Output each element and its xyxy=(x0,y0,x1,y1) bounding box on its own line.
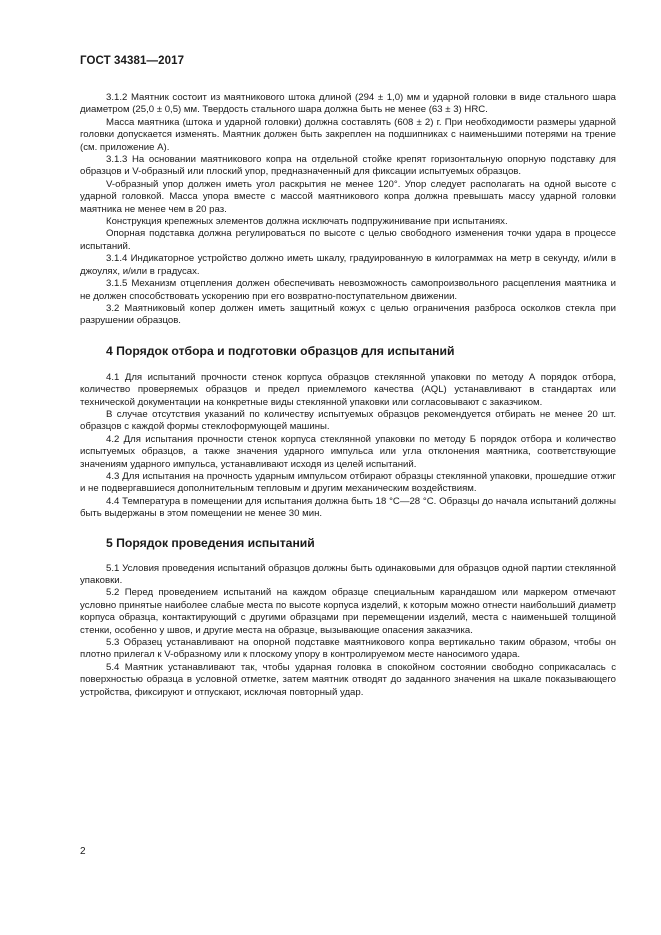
paragraph-sample-count: В случае отсутствия указаний по количеству испытуемых образцов рекомендуется отбирать не менее 20 шт. образцов с каждой формы стеклоформующей машины. xyxy=(80,408,616,433)
section-4-heading: 4 Порядок отбора и подготовки образцов для испытаний xyxy=(106,343,455,358)
document-body xyxy=(80,92,616,699)
paragraph-3-1-5: 3.1.5 Механизм отцепления должен обеспечивать невозможность самопроизвольного расцепления маятника и не должен способствовать ускорению при его возвратно-поступательном движении. xyxy=(80,278,616,302)
paragraph-pendulum-mass: Масса маятника (штока и ударной головки) должна составлять (608 ± 2) г. При необходимости размеры ударной головки допускается изменять. Маятник должен быть закреплен на подшипниках с наименьшими потерями на трение (см. приложение А). xyxy=(80,116,616,153)
section-5-heading: 5 Порядок проведения испытаний xyxy=(106,535,315,550)
paragraph-3-1-3: 3.1.3 На основании маятникового копра на отдельной стойке крепят горизонтальную опорную подставку для образцов и V-образный или плоский упор, предназначенный для фиксации испытуемых образцов. xyxy=(80,154,616,178)
paragraph-support-stand: Опорная подставка должна регулироваться по высоте с целью свободного изменения точки удара в процессе испытаний. xyxy=(80,228,616,252)
page-number: 2 xyxy=(80,846,86,857)
paragraph-fasteners: Конструкция крепежных элементов должна исключать подпружинивание при испытаниях. xyxy=(106,216,508,228)
paragraph-3-1-4: 3.1.4 Индикаторное устройство должно иметь шкалу, градуированную в килограммах на метр в секунду, и/или в джоулях, и/или в градусах. xyxy=(80,253,616,277)
paragraph-3-1-2: 3.1.2 Маятник состоит из маятникового штока длиной (294 ± 1,0) мм и ударной головки в виде стального шара диаметром (25,0 ± 0,5) мм. Твердость стального шара должна быть не менее (63 ± 3) HRC. xyxy=(80,92,616,116)
paragraph-4-3: 4.3 Для испытания на прочность ударным импульсом отбирают образцы стеклянной упаковки, прошедшие отжиг и не подвергавшиеся дополнительным тепловым и другим механическим воздействиям. xyxy=(80,470,616,495)
paragraph-4-1: 4.1 Для испытаний прочности стенок корпуса образцов стеклянной упаковки по методу А порядок отбора, количество проверяемых образцов и предел приемлемого качества (AQL) устанавливают в стандартах или технической документации на конкретные виды стеклянной упаковки или согласовывают с заказчиком. xyxy=(80,371,616,408)
paragraph-4-2: 4.2 Для испытания прочности стенок корпуса стеклянной упаковки по методу Б порядок отбора и количество испытуемых образцов, а также значения ударного импульса или угла отклонения маятника, соответствующие значениям ударного импульса, устанавливают исходя из целей испытаний. xyxy=(80,433,616,470)
paragraph-5-1: 5.1 Условия проведения испытаний образцов должны быть одинаковыми для образцов одной партии стеклянной упаковки. xyxy=(80,562,616,586)
paragraph-4-4: 4.4 Температура в помещении для испытания должна быть 18 °С—28 °С. Образцы до начала испытаний должны быть выдержаны в этом помещении не менее 30 мин. xyxy=(80,495,616,520)
page-header-title: ГОСТ 34381—2017 xyxy=(80,55,185,67)
paragraph-v-stop: V-образный упор должен иметь угол раскрытия не менее 120°. Упор следует располагать на одной высоте с ударной головкой. Масса упора вместе с массой маятникового копра должна превышать массу ударной головки маятника не менее чем в 20 раз. xyxy=(80,178,616,215)
paragraph-3-2: 3.2 Маятниковый копер должен иметь защитный кожух с целью ограничения разброса осколков стекла при разрушении образцов. xyxy=(80,302,616,327)
paragraph-5-3: 5.3 Образец устанавливают на опорной подставке маятникового копра вертикально таким образом, чтобы он плотно прилегал к V-образному или к плоскому упору в контролируемом месте наносимого удара. xyxy=(80,637,616,661)
paragraph-5-2: 5.2 Перед проведением испытаний на каждом образце специальным карандашом или маркером отмечают условно принятые наиболее слабые места по высоте корпуса изделий, к которым можно отнести наибольший диаметр корпуса образца, контактирующий с другими образцами при перемещении изделий, места с наименьшей толщиной стенки, особенно у швов, и другие места на образце, вызывающие опасения заказчика. xyxy=(80,587,616,636)
paragraph-5-4: 5.4 Маятник устанавливают так, чтобы ударная головка в спокойном состоянии свободно соприкасалась с поверхностью образца в условной отметке, затем маятник отводят до заданного значения на шкале показывающего устройства, фиксируют и отпускают, исключая повторный удар. xyxy=(80,661,616,698)
